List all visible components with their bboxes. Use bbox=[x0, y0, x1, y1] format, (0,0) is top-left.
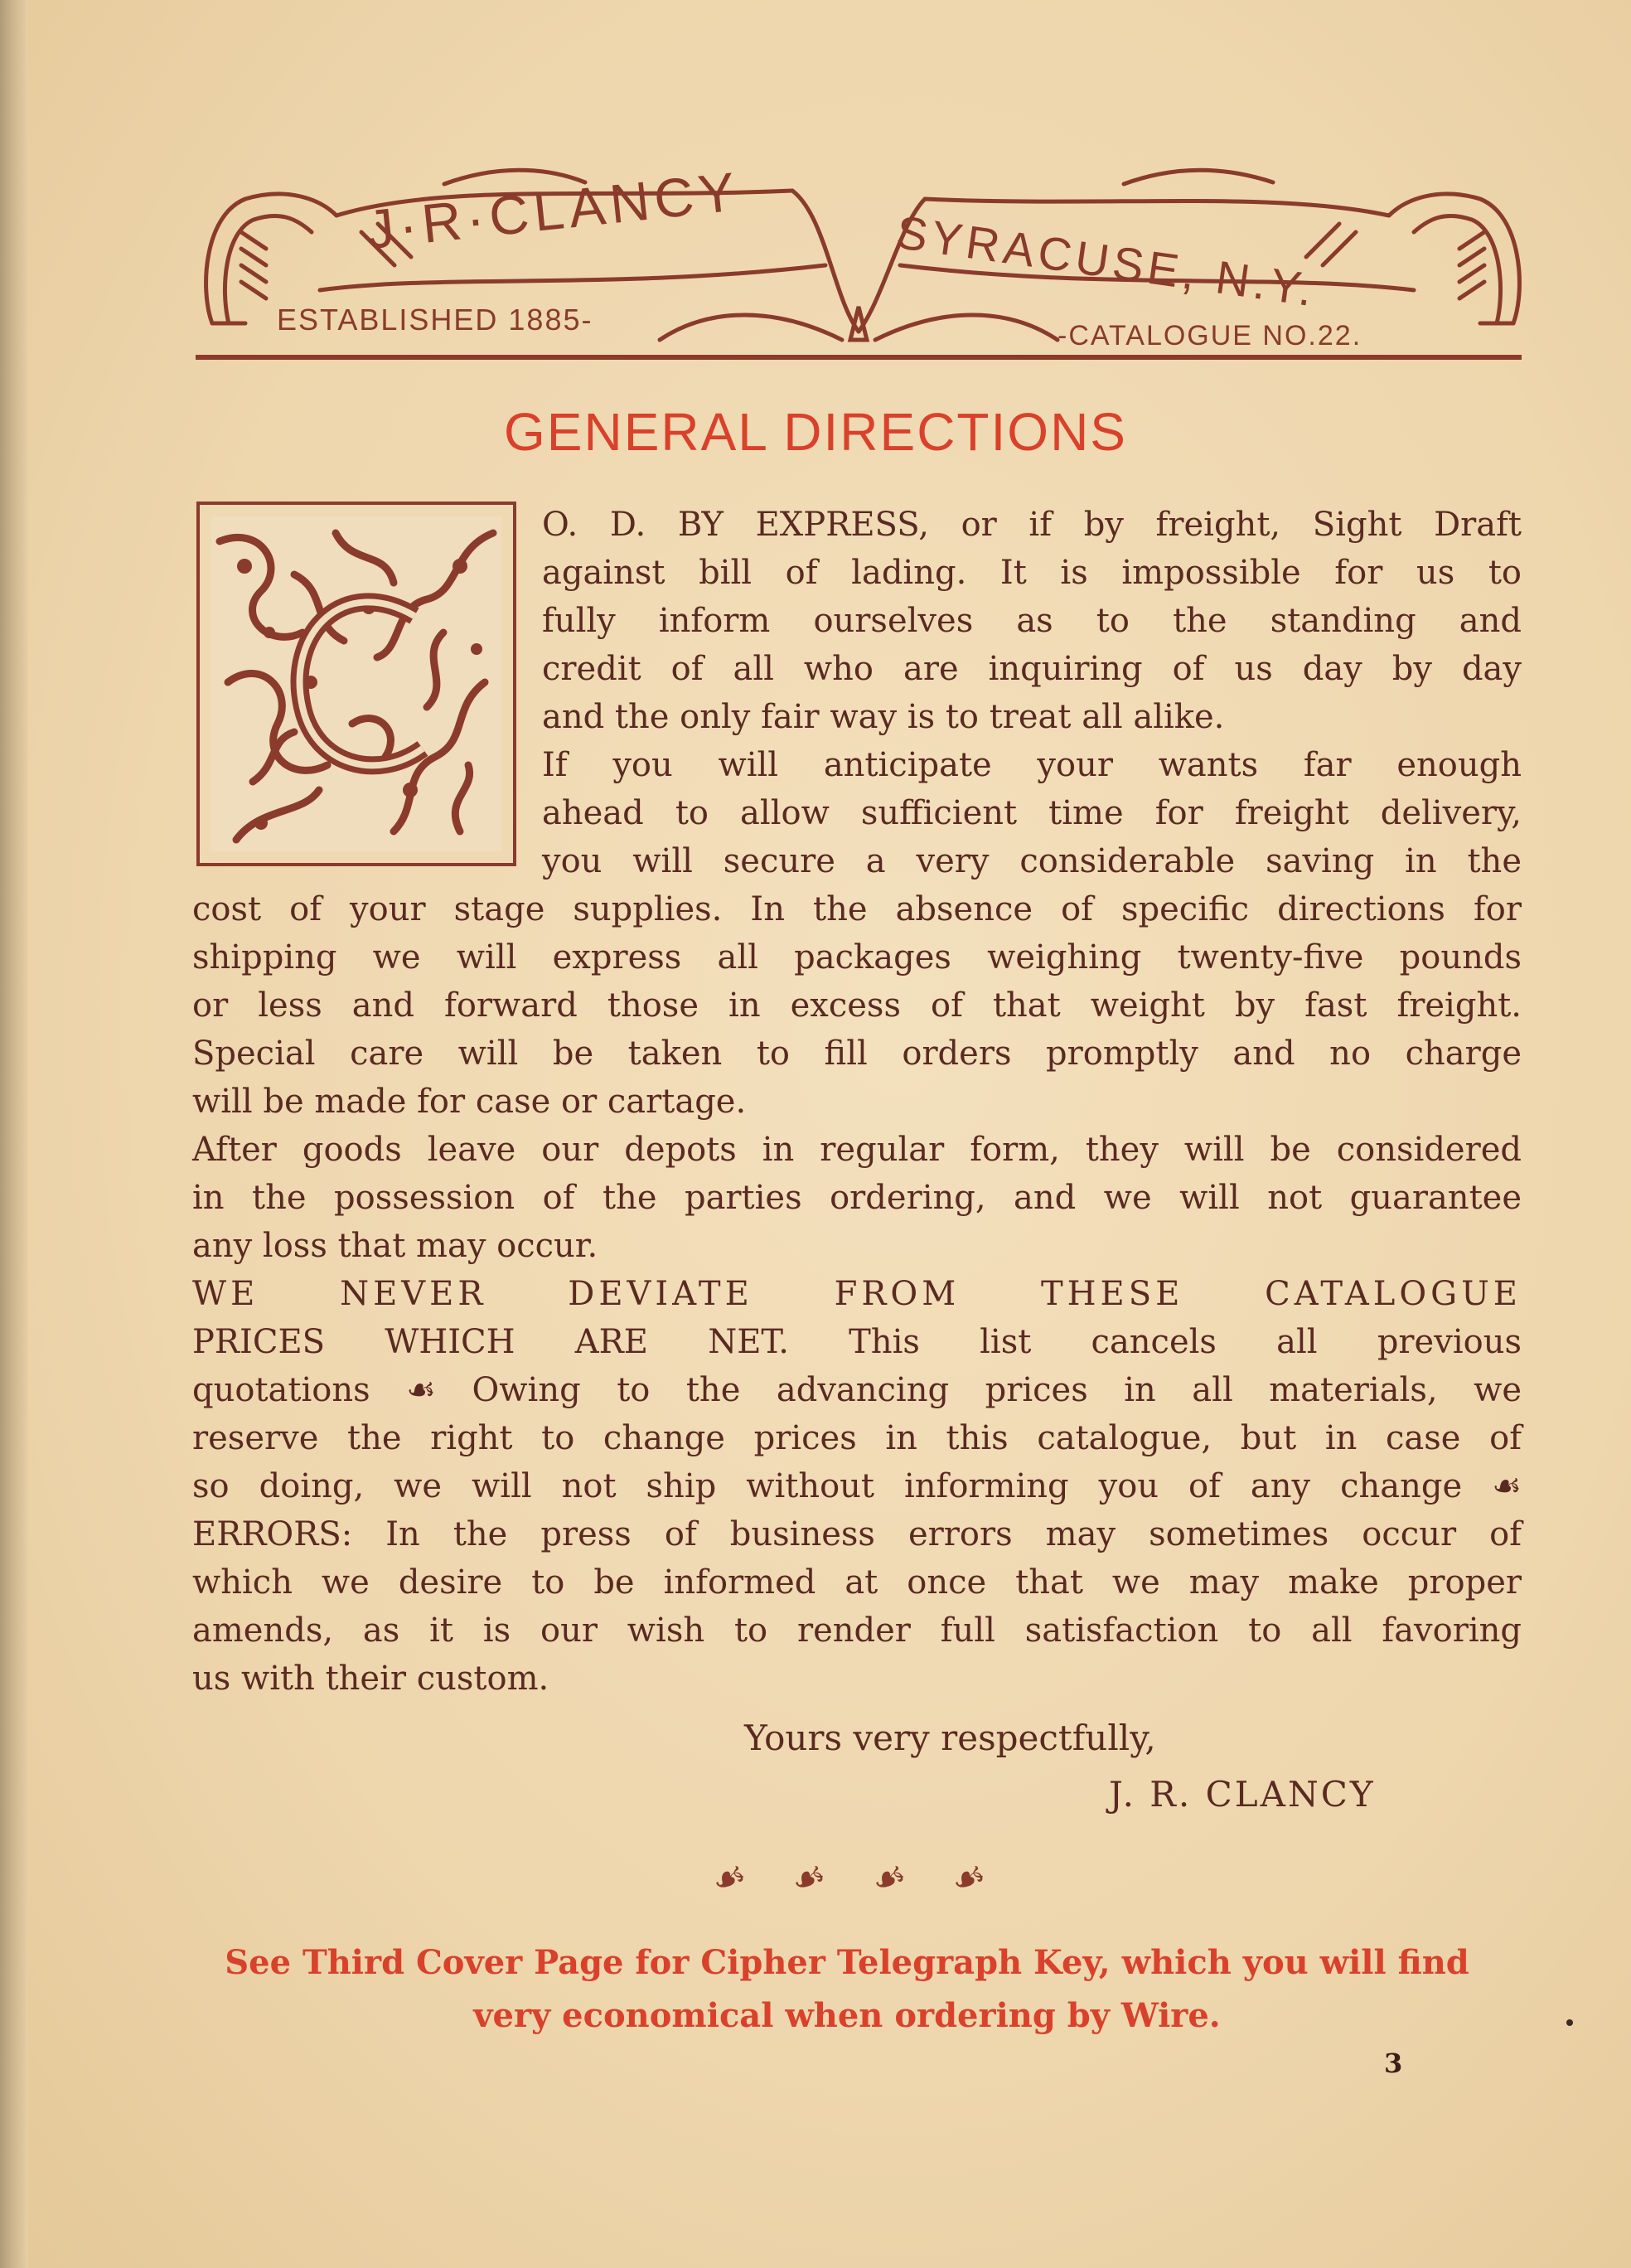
footnote-line-2: very economical when ordering by Wire. bbox=[473, 1996, 1221, 2035]
banner-established: ESTABLISHED 1885- bbox=[277, 303, 593, 337]
flourish-icon: ☙ bbox=[704, 1850, 753, 1905]
body-line: reserve the right to change prices in this catalogue, but in case of bbox=[192, 1419, 1522, 1457]
body-line: any loss that may occur. bbox=[192, 1227, 598, 1265]
body-line: so doing, we will not ship without informing you of any change ☙ bbox=[192, 1467, 1522, 1505]
body-line: ERRORS: In the press of business errors may sometimes occur of bbox=[192, 1515, 1522, 1553]
body-line: amends, as it is our wish to render full satisfaction to all favoring bbox=[192, 1611, 1522, 1650]
banner-catalogue-number: -CATALOGUE NO.22. bbox=[1057, 320, 1362, 351]
flourish-icon: ☙ bbox=[785, 1850, 833, 1905]
cipher-key-note bbox=[184, 1936, 1510, 2043]
paper-speck bbox=[1566, 2019, 1573, 2026]
body-line: If you will anticipate your wants far enough bbox=[542, 746, 1522, 784]
body-line: PRICES WHICH ARE NET. This list cancels all previous bbox=[192, 1323, 1522, 1361]
flourish-row bbox=[704, 1850, 992, 1905]
signature-name: J. R. CLANCY bbox=[1109, 1774, 1376, 1815]
closing-salutation: Yours very respectfully, bbox=[744, 1718, 1156, 1758]
ornamental-drop-cap bbox=[196, 502, 516, 866]
banner-rule bbox=[196, 355, 1522, 360]
body-line: and the only fair way is to treat all alike. bbox=[542, 698, 1225, 736]
banner-city: SYRACUSE, N.Y. bbox=[893, 206, 1320, 317]
body-line: credit of all who are inquiring of us day by day bbox=[542, 650, 1522, 688]
body-line: ahead to allow sufficient time for freight delivery, bbox=[542, 794, 1522, 832]
body-line: Special care will be taken to fill orders promptly and no charge bbox=[192, 1035, 1522, 1073]
page-title: GENERAL DIRECTIONS bbox=[504, 402, 1127, 462]
body-line: against bill of lading. It is impossible for us to bbox=[542, 554, 1522, 592]
body-line: shipping we will express all packages weighing twenty-five pounds bbox=[192, 938, 1522, 976]
body-line: in the possession of the parties ordering, and we will not guarantee bbox=[192, 1179, 1522, 1217]
banner-company-name: J·R·CLANCY bbox=[363, 160, 743, 260]
flourish-icon: ☙ bbox=[944, 1850, 992, 1905]
body-line: you will secure a very considerable saving in the bbox=[542, 842, 1522, 880]
flourish-icon: ☙ bbox=[864, 1850, 912, 1905]
body-line: After goods leave our depots in regular form, they will be considered bbox=[192, 1131, 1522, 1169]
body-line: fully inform ourselves as to the standing and bbox=[542, 602, 1522, 640]
body-line: cost of your stage supplies. In the absence of specific directions for bbox=[192, 890, 1522, 928]
body-line: quotations ☙ Owing to the advancing prices in all materials, we bbox=[192, 1371, 1522, 1409]
body-line: will be made for case or cartage. bbox=[192, 1083, 747, 1121]
header-banner bbox=[196, 160, 1530, 365]
body-line: which we desire to be informed at once that we may make proper bbox=[192, 1563, 1522, 1602]
body-line: or less and forward those in excess of that weight by fast freight. bbox=[192, 986, 1522, 1025]
body-line: us with their custom. bbox=[192, 1660, 549, 1698]
page-number: 3 bbox=[1384, 2048, 1403, 2079]
body-line: O. D. BY EXPRESS, or if by freight, Sight Draft bbox=[542, 506, 1522, 544]
footnote-line-1: See Third Cover Page for Cipher Telegraph Key, which you will find bbox=[225, 1943, 1469, 1982]
body-line-caps: WE NEVER DEVIATE FROM THESE CATALOGUE bbox=[192, 1275, 1522, 1313]
binding-gutter bbox=[0, 0, 28, 2268]
vine-ornament bbox=[211, 516, 501, 851]
